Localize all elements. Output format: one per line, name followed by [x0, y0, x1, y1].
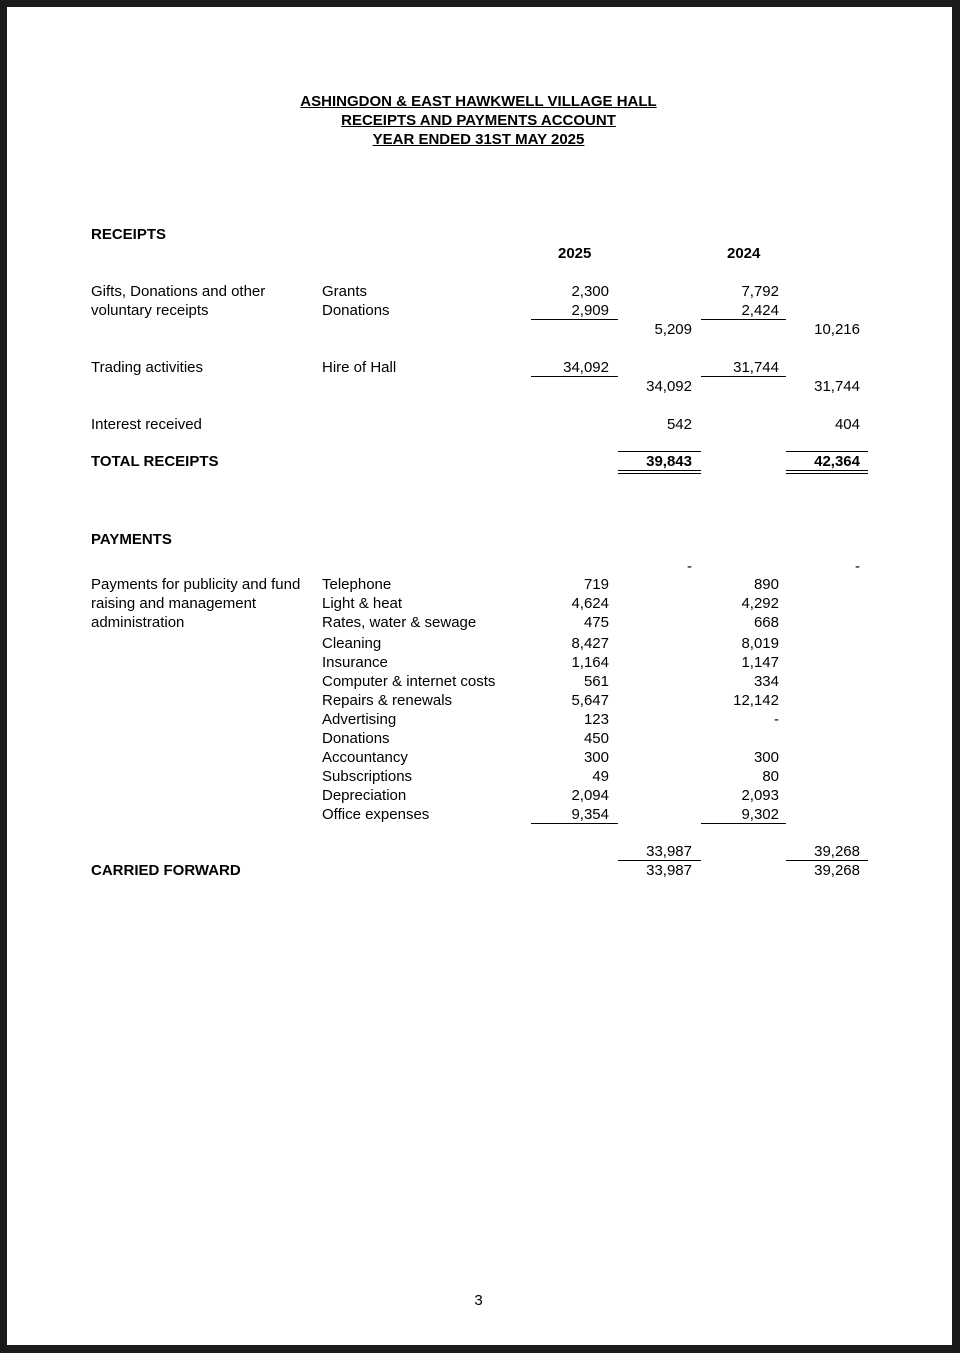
payment-item-current: 123: [583, 711, 609, 728]
payment-item-prior: 668: [753, 614, 779, 631]
org-title: ASHINGDON & EAST HAWKWELL VILLAGE HALL: [300, 93, 657, 110]
payment-item-prior: 2,093: [741, 787, 779, 804]
period-title: YEAR ENDED 31ST MAY 2025: [372, 131, 585, 148]
underline: [701, 319, 786, 320]
payment-item-current: 450: [583, 730, 609, 747]
payment-item-prior: -: [774, 711, 779, 728]
payment-item-current: 1,164: [571, 654, 609, 671]
carried-forward-current: 33,987: [646, 862, 692, 879]
payment-item-label: Insurance: [322, 654, 388, 671]
underline: [531, 823, 618, 824]
line-item-label: Donations: [322, 302, 390, 319]
double-underline: [786, 470, 868, 474]
line-item-label: Grants: [322, 283, 368, 300]
payment-item-label: Light & heat: [322, 595, 403, 612]
payment-item-prior: 9,302: [741, 806, 779, 823]
receipts-heading: RECEIPTS: [91, 226, 167, 243]
year-current-heading: 2025: [558, 245, 592, 262]
payment-item-label: Advertising: [322, 711, 397, 728]
gifts-subtotal-prior: 10,216: [814, 321, 860, 338]
payment-item-label: Accountancy: [322, 749, 408, 766]
gifts-label-line1: Gifts, Donations and other: [91, 283, 266, 300]
payments-heading: PAYMENTS: [91, 531, 172, 548]
payment-item-prior: 1,147: [741, 654, 779, 671]
hire-of-hall-label: Hire of Hall: [322, 359, 397, 376]
gifts-subtotal-current: 5,209: [654, 321, 692, 338]
payment-item-label: Rates, water & sewage: [322, 614, 477, 631]
line-item-prior: 2,424: [741, 302, 779, 319]
carried-forward-prior: 39,268: [814, 862, 860, 879]
payment-item-label: Subscriptions: [322, 768, 413, 785]
statement-title: RECEIPTS AND PAYMENTS ACCOUNT: [341, 112, 616, 129]
payment-item-current: 49: [592, 768, 609, 785]
payment-item-prior: 12,142: [733, 692, 779, 709]
payment-item-label: Depreciation: [322, 787, 407, 804]
payment-item-current: 2,094: [571, 787, 609, 804]
year-prior-heading: 2024: [727, 245, 761, 262]
underline: [531, 376, 618, 377]
payment-item-prior: 890: [753, 576, 779, 593]
page-number: 3: [474, 1292, 483, 1309]
payments-dash-prior: -: [855, 558, 860, 575]
payment-item-current: 9,354: [571, 806, 609, 823]
interest-label: Interest received: [91, 416, 202, 433]
payment-item-prior: 334: [753, 673, 779, 690]
payment-item-label: Repairs & renewals: [322, 692, 453, 709]
payment-item-current: 4,624: [571, 595, 609, 612]
interest-current: 542: [666, 416, 692, 433]
carried-forward-label: CARRIED FORWARD: [91, 862, 241, 879]
payment-item-current: 719: [583, 576, 609, 593]
payment-item-label: Telephone: [322, 576, 392, 593]
line-item-prior: 7,792: [741, 283, 779, 300]
hire-current: 34,092: [563, 359, 609, 376]
total-receipts-prior: 42,364: [814, 453, 860, 470]
payments-dash-current: -: [687, 558, 692, 575]
underline: [701, 823, 786, 824]
payments-group-label-line2: raising and management: [91, 595, 257, 612]
trading-subtotal-prior: 31,744: [814, 378, 860, 395]
document-page: [7, 7, 952, 1345]
payment-item-current: 300: [583, 749, 609, 766]
payments-group-label-line3: administration: [91, 614, 185, 631]
payment-item-label: Donations: [322, 730, 390, 747]
payment-item-current: 8,427: [571, 635, 609, 652]
payment-item-current: 5,647: [571, 692, 609, 709]
hire-prior: 31,744: [733, 359, 779, 376]
payments-subtotal-prior: 39,268: [814, 843, 860, 860]
total-receipts-label: TOTAL RECEIPTS: [91, 453, 219, 470]
payment-item-label: Computer & internet costs: [322, 673, 496, 690]
payment-item-label: Cleaning: [322, 635, 382, 652]
payment-item-prior: 80: [762, 768, 779, 785]
payments-subtotal-current: 33,987: [646, 843, 692, 860]
interest-prior: 404: [834, 416, 860, 433]
total-receipts-current: 39,843: [646, 453, 692, 470]
double-underline: [618, 470, 701, 474]
payment-item-prior: 8,019: [741, 635, 779, 652]
payment-item-prior: 4,292: [741, 595, 779, 612]
payment-item-current: 561: [583, 673, 609, 690]
trading-subtotal-current: 34,092: [646, 378, 692, 395]
line-item-current: 2,300: [571, 283, 609, 300]
payments-group-label-line1: Payments for publicity and fund: [91, 576, 301, 593]
payment-item-label: Office expenses: [322, 806, 430, 823]
trading-label: Trading activities: [91, 359, 203, 376]
payment-item-current: 475: [583, 614, 609, 631]
gifts-label-line2: voluntary receipts: [91, 302, 209, 319]
payment-item-prior: 300: [753, 749, 779, 766]
underline: [701, 376, 786, 377]
underline: [531, 319, 618, 320]
line-item-current: 2,909: [571, 302, 609, 319]
